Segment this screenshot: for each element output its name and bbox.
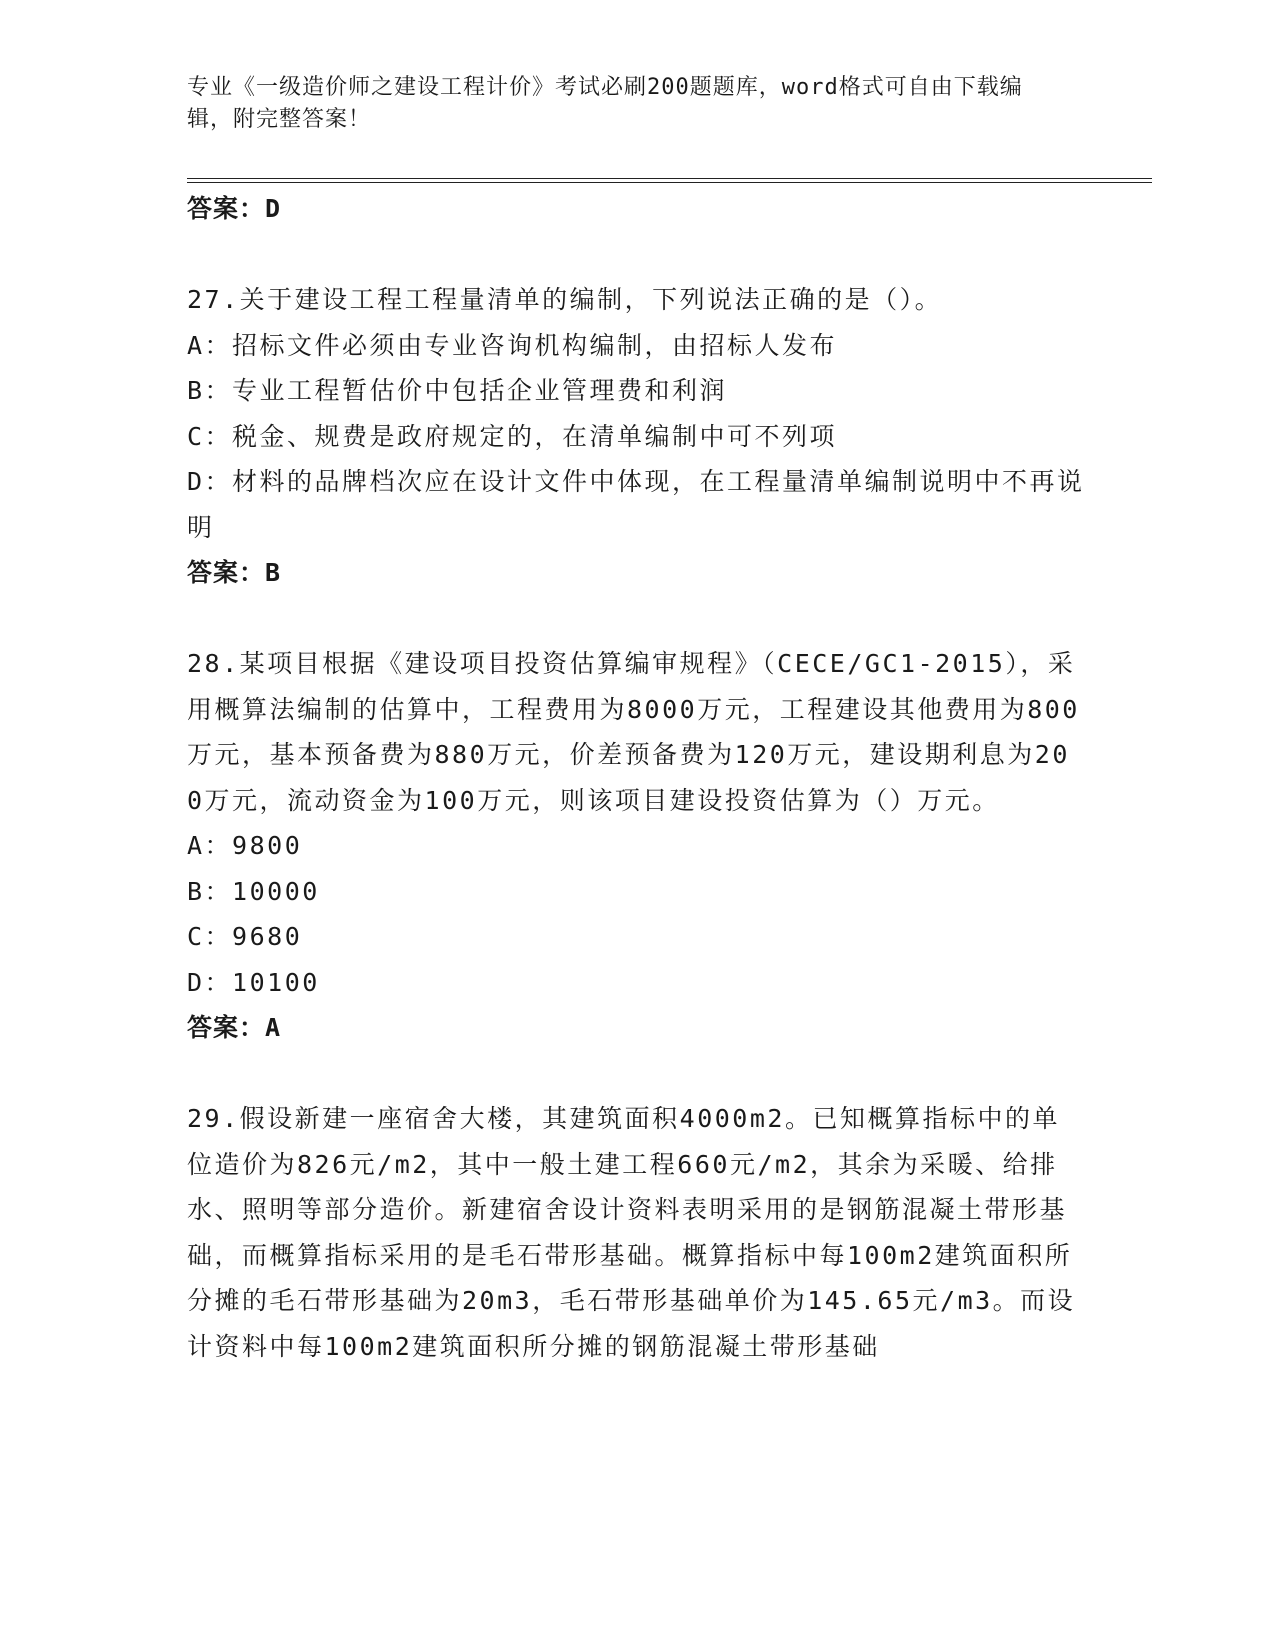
question-27-option-a: A：招标文件必须由专业咨询机构编制，由招标人发布 bbox=[187, 330, 838, 360]
question-27-stem: 27.关于建设工程工程量清单的编制，下列说法正确的是（）。 bbox=[187, 285, 943, 314]
header-divider bbox=[187, 178, 1152, 183]
question-content bbox=[187, 186, 1087, 1369]
question-27-option-b: B：专业工程暂估价中包括企业管理费和利润 bbox=[187, 376, 728, 405]
question-28-option-d: D：10100 bbox=[187, 967, 320, 997]
spacer bbox=[187, 596, 1087, 642]
question-27-option-d: D：材料的品牌档次应在设计文件中体现，在工程量清单编制说明中不再说明 bbox=[187, 467, 1085, 542]
question-28-option-c: C：9680 bbox=[187, 922, 303, 951]
question-27-option-c: C：税金、规费是政府规定的，在清单编制中可不列项 bbox=[187, 421, 838, 451]
question-27-answer: 答案：B bbox=[187, 558, 282, 587]
question-29 bbox=[187, 1096, 1087, 1369]
question-28-option-a: A：9800 bbox=[187, 831, 303, 860]
document-header: 专业《一级造价师之建设工程计价》考试必刷200题题库，word格式可自由下载编辑，附完整答案！ bbox=[187, 75, 1023, 132]
question-29-stem: 29.假设新建一座宿舍大楼，其建筑面积4000m2。已知概算指标中的单位造价为826元/m2，其中一般土建工程660元/m2，其余为采暖、给排水、照明等部分造价。新建宿舍设计资料表明采用的是钢筋混凝土带形基础，而概算指标采用的是毛石带形基础。概算指标中每100m2建筑面积所分摊的毛石带形基础为20m3，毛石带形基础单价为145.65元/m3。而设计资料中每100m2建筑面积所分摊的钢筋混凝土带形基础 bbox=[187, 1104, 1076, 1361]
question-28-answer: 答案：A bbox=[187, 1013, 282, 1042]
spacer bbox=[187, 1051, 1087, 1097]
question-28 bbox=[187, 641, 1087, 1051]
previous-answer: 答案：D bbox=[187, 194, 282, 223]
spacer bbox=[187, 232, 1087, 278]
question-28-option-b: B：10000 bbox=[187, 876, 320, 906]
question-28-stem: 28.某项目根据《建设项目投资估算编审规程》（CECE/GC1-2015），采用概算法编制的估算中，工程费用为8000万元，工程建设其他费用为800万元，基本预备费为880万元，价差预备费为120万元，建设期利息为200万元，流动资金为100万元，则该项目建设投资估算为（）万元。 bbox=[187, 649, 1080, 815]
question-27 bbox=[187, 277, 1087, 596]
